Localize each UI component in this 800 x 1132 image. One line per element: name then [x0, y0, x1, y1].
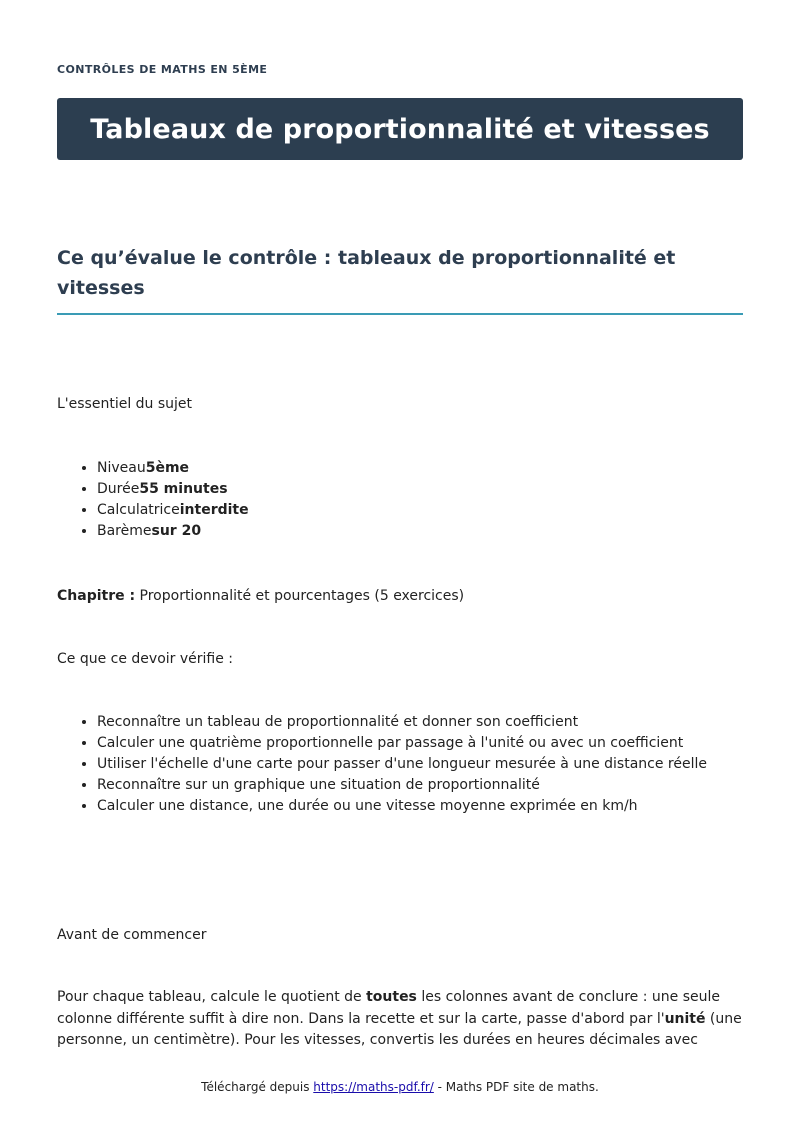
chapitre-label: Chapitre :	[57, 588, 136, 604]
list-item: • Niveau5ème	[97, 458, 249, 479]
verifie-list	[57, 712, 707, 817]
footer-link[interactable]: https://maths-pdf.fr/	[313, 1080, 434, 1094]
list-item: • Durée55 minutes	[97, 479, 249, 500]
avant-heading: Avant de commencer	[57, 927, 207, 943]
list-item: • Calculer une distance, une durée ou une vitesse moyenne exprimée en km/h	[97, 796, 707, 817]
list-item: • Barèmesur 20	[97, 521, 249, 542]
essentiel-list	[57, 458, 249, 542]
verifie-heading: Ce que ce devoir vérifie :	[57, 651, 234, 667]
list-item: • Reconnaître sur un graphique une situation de proportionnalité	[97, 775, 707, 796]
list-item: • Calculatriceinterdite	[97, 500, 249, 521]
footer-suffix: - Maths PDF site de maths.	[433, 1080, 599, 1094]
title-banner	[57, 98, 743, 160]
avant-paragraph: Pour chaque tableau, calcule le quotient de toutes les colonnes avant de conclure : une seule colonne différente suffit à dire non. Dans la recette et sur la carte, passe d'abord par l'unité (une personne, un centimètre). Pour les vitesses, convertis les durées en heures décimales avec	[57, 989, 742, 1048]
list-item: • Reconnaître un tableau de proportionnalité et donner son coefficient	[97, 712, 707, 733]
document-kicker: CONTRÔLES DE MATHS EN 5ÈME	[57, 63, 268, 76]
list-item: • Calculer une quatrième proportionnelle par passage à l'unité ou avec un coefficient	[97, 733, 707, 754]
list-item: • Utiliser l'échelle d'une carte pour passer d'une longueur mesurée à une distance réelle	[97, 754, 707, 775]
section-title: Ce qu’évalue le contrôle : tableaux de proportionnalité et vitesses	[57, 243, 743, 315]
essentiel-heading: L'essentiel du sujet	[57, 396, 193, 412]
footer-prefix: Téléchargé depuis	[201, 1080, 314, 1094]
page-footer	[0, 1080, 800, 1094]
chapitre-line	[57, 586, 464, 607]
chapitre-text: Proportionnalité et pourcentages (5 exercices)	[135, 588, 465, 604]
page-title: Tableaux de proportionnalité et vitesses	[90, 113, 710, 145]
